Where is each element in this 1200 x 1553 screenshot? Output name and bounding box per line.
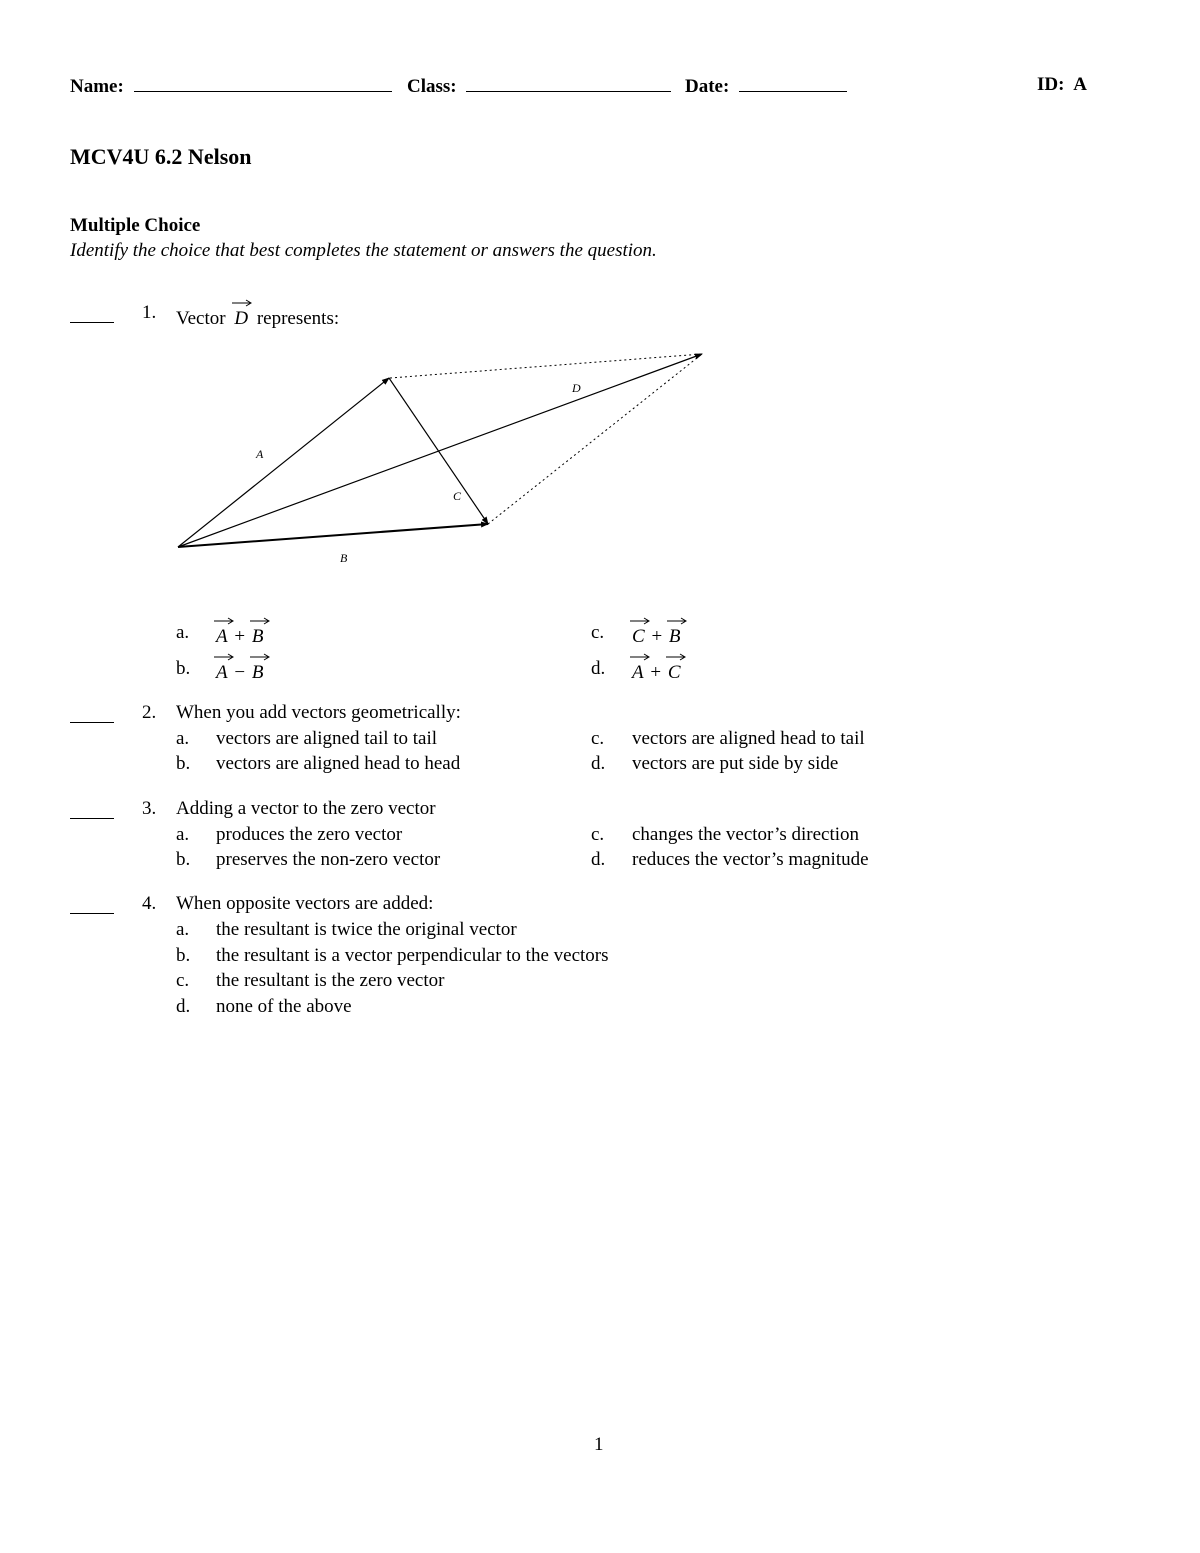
operator: + <box>650 662 662 683</box>
vector-letter: A <box>216 662 228 683</box>
question-prompt-3: Adding a vector to the zero vector <box>176 798 436 819</box>
q3-option-d-letter: d. <box>591 849 606 870</box>
answer-blank-3[interactable] <box>70 818 114 819</box>
q1-option-b[interactable] <box>216 656 263 684</box>
q1-option-d-letter: d. <box>591 658 606 679</box>
q1-option-b-letter: b. <box>176 658 191 679</box>
option-vector-1 <box>632 656 644 684</box>
date-label: Date: <box>685 76 730 97</box>
q2-option-b[interactable]: vectors are aligned head to head <box>216 753 461 774</box>
option-vector-2 <box>669 620 681 648</box>
q4-option-d[interactable]: none of the above <box>216 996 352 1017</box>
q1-option-a-letter: a. <box>176 622 190 643</box>
q1-option-c[interactable] <box>632 620 681 648</box>
q2-option-a-letter: a. <box>176 728 190 749</box>
label-b: B <box>340 551 348 565</box>
q3-option-c[interactable]: changes the vector’s direction <box>632 824 860 845</box>
vector-arrow-icon <box>667 616 687 626</box>
label-c: C <box>453 489 462 503</box>
vector-letter: B <box>251 626 264 647</box>
name-label: Name: <box>70 76 124 97</box>
q1-option-c-letter: c. <box>591 622 605 643</box>
header-id <box>1037 74 1087 96</box>
q4-option-c-letter: c. <box>176 970 190 991</box>
q4-option-b-letter: b. <box>176 945 191 966</box>
page-title: MCV4U 6.2 Nelson <box>70 144 252 169</box>
name-field[interactable] <box>134 74 392 92</box>
option-vector-2 <box>668 656 681 684</box>
vector-letter: B <box>251 662 264 683</box>
prompt-text-before: Vector <box>176 308 226 329</box>
label-a: A <box>256 447 264 461</box>
vector-letter: A <box>216 626 228 647</box>
header-name <box>70 74 392 98</box>
vector-arrow-icon <box>630 616 650 626</box>
question-number-3: 3. <box>142 798 157 819</box>
q4-option-d-letter: d. <box>176 996 191 1017</box>
q3-option-d[interactable]: reduces the vector’s magnitude <box>632 849 869 870</box>
q4-option-c[interactable]: the resultant is the zero vector <box>216 970 445 991</box>
question-prompt-4: When opposite vectors are added: <box>176 893 434 914</box>
option-vector-1 <box>632 620 645 648</box>
q2-option-c-letter: c. <box>591 728 605 749</box>
vector-arrow-icon <box>250 616 270 626</box>
vector-arrow-icon <box>214 616 234 626</box>
question-number-1: 1. <box>142 302 157 323</box>
vector-b-line <box>178 524 488 547</box>
question-prompt-2: When you add vectors geometrically: <box>176 702 461 723</box>
question-number-2: 2. <box>142 702 157 723</box>
label-d: D <box>572 381 581 395</box>
id-label: ID: <box>1037 74 1065 95</box>
vector-letter: A <box>632 662 644 683</box>
vector-diagram <box>170 340 720 570</box>
vector-letter: C <box>632 626 645 647</box>
vector-d-symbol <box>234 302 248 330</box>
q3-option-a[interactable]: produces the zero vector <box>216 824 403 845</box>
q2-option-d[interactable]: vectors are put side by side <box>632 753 839 774</box>
vector-a-line <box>178 378 389 547</box>
question-number-4: 4. <box>142 893 157 914</box>
option-vector-2 <box>252 656 264 684</box>
id-value: A <box>1073 74 1087 95</box>
answer-blank-4[interactable] <box>70 913 114 914</box>
q1-option-d[interactable] <box>632 656 681 684</box>
answer-blank-2[interactable] <box>70 722 114 723</box>
option-vector-1 <box>216 620 228 648</box>
option-vector-2 <box>252 620 264 648</box>
question-prompt-1 <box>176 302 339 330</box>
vector-arrow-icon <box>232 298 252 308</box>
q1-option-a[interactable] <box>216 620 263 648</box>
date-field[interactable] <box>739 74 847 92</box>
page-number: 1 <box>594 1434 604 1455</box>
header-class <box>407 74 671 98</box>
operator: + <box>651 626 663 647</box>
vector-d-letter: D <box>234 308 249 329</box>
dotted-top-edge <box>390 354 702 378</box>
q3-option-c-letter: c. <box>591 824 605 845</box>
operator: − <box>234 662 246 683</box>
q2-option-a[interactable]: vectors are aligned tail to tail <box>216 728 438 749</box>
vector-letter: B <box>668 626 681 647</box>
vector-arrow-icon <box>250 652 270 662</box>
option-vector-1 <box>216 656 228 684</box>
q3-option-b-letter: b. <box>176 849 191 870</box>
q3-option-b[interactable]: preserves the non-zero vector <box>216 849 441 870</box>
q2-option-c[interactable]: vectors are aligned head to tail <box>632 728 865 749</box>
vector-arrow-icon <box>214 652 234 662</box>
vector-letter: C <box>667 662 681 683</box>
prompt-text-after: represents: <box>256 308 340 329</box>
q4-option-b[interactable]: the resultant is a vector perpendicular to the vectors <box>216 945 609 966</box>
q3-option-a-letter: a. <box>176 824 190 845</box>
operator: + <box>234 626 246 647</box>
dotted-right-edge <box>488 354 702 524</box>
q4-option-a[interactable]: the resultant is twice the original vector <box>216 919 517 940</box>
q2-option-b-letter: b. <box>176 753 191 774</box>
answer-blank-1[interactable] <box>70 322 114 323</box>
class-field[interactable] <box>466 74 671 92</box>
vector-arrow-icon <box>630 652 650 662</box>
vector-arrow-icon <box>666 652 686 662</box>
section-heading: Multiple Choice <box>70 215 201 236</box>
class-label: Class: <box>407 76 457 97</box>
header-date <box>685 74 847 98</box>
q4-option-a-letter: a. <box>176 919 190 940</box>
q2-option-d-letter: d. <box>591 753 606 774</box>
section-instructions: Identify the choice that best completes the statement or answers the question. <box>70 240 657 261</box>
